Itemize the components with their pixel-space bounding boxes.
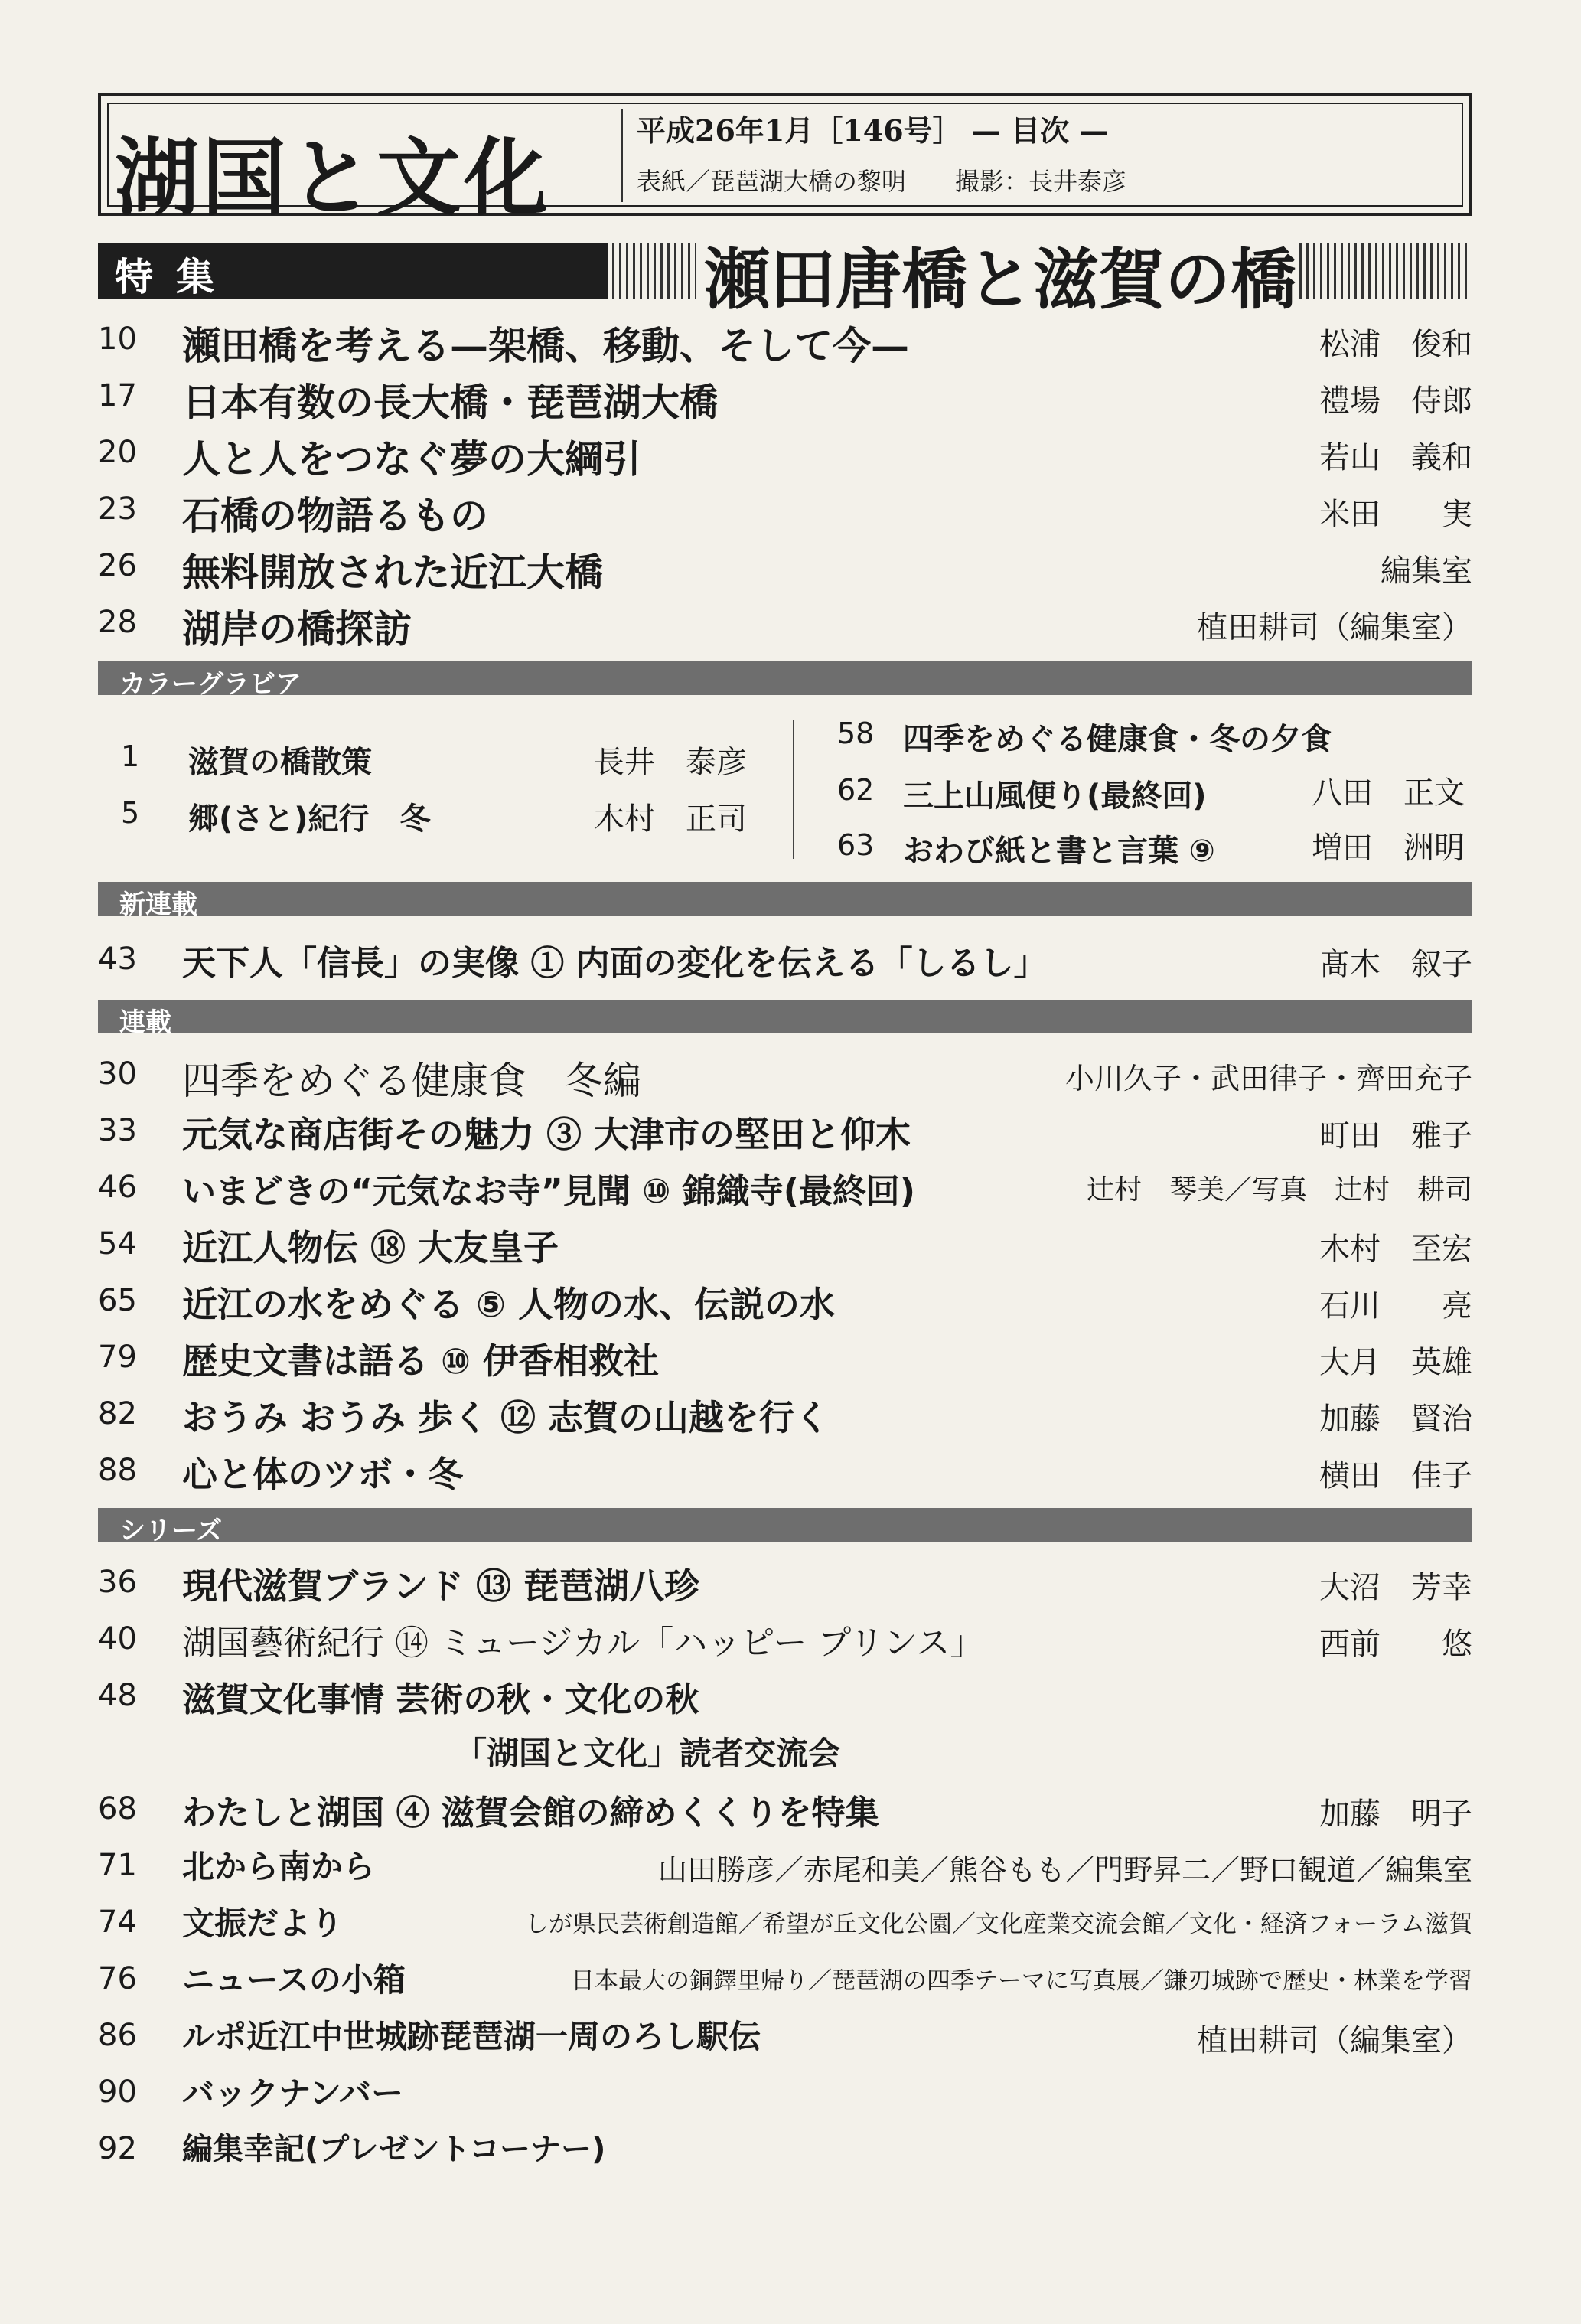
article-title: 編集幸記(プレゼントコーナー) <box>182 2132 606 2167</box>
section-bar-new-serial <box>98 882 1472 916</box>
author: 編集室 <box>1381 553 1472 589</box>
page-number: 43 <box>98 942 137 977</box>
article-title: 石橋の物語るもの <box>182 493 488 538</box>
article-title: 湖国藝術紀行 ⑭ ミュージカル「ハッピー プリンス」 <box>182 1624 984 1663</box>
masthead-divider <box>621 109 623 202</box>
article-title[interactable]: 滋賀の橋散策 <box>188 745 372 780</box>
toc-row[interactable] <box>0 1390 1581 1444</box>
author: 禮場 侍郎 <box>1319 384 1472 419</box>
article-title: バックナンバー <box>182 2074 403 2112</box>
toc-row[interactable] <box>0 542 1581 596</box>
toc-row[interactable] <box>0 1785 1581 1839</box>
toc-row[interactable] <box>0 1333 1581 1387</box>
author: 加藤 明子 <box>1319 1797 1472 1832</box>
page-number: 54 <box>98 1226 137 1262</box>
section-label-gravure: カラーグラビア <box>119 669 302 700</box>
page-number: 26 <box>98 548 137 583</box>
article-title: 日本有数の長大橋・琵琶湖大橋 <box>182 380 718 425</box>
issue-line: 平成26年1月［146号］ — 目次 — <box>637 113 1109 148</box>
cover-credit: 表紙／琵琶湖大橋の黎明 撮影：長井泰彦 <box>637 167 1127 196</box>
article-title: 現代滋賀ブランド ⑬ 琵琶湖八珍 <box>182 1565 700 1607</box>
page-number: 63 <box>837 828 875 862</box>
page-number: 76 <box>98 1961 137 1996</box>
author: 町田 雅子 <box>1319 1118 1472 1154</box>
toc-row[interactable] <box>0 1672 1581 1725</box>
page-number: 20 <box>98 435 137 470</box>
feature-title: 瀬田唐橋と滋賀の橋 <box>704 241 1296 318</box>
author: 髙木 叙子 <box>1319 947 1472 982</box>
toc-row[interactable] <box>0 1559 1581 1612</box>
toc-row[interactable] <box>0 1107 1581 1160</box>
article-title[interactable]: 四季をめぐる健康食・冬の夕食 <box>903 722 1332 757</box>
page-number: 62 <box>837 773 875 807</box>
toc-row[interactable] <box>0 1050 1581 1104</box>
article-title[interactable]: おわび紙と書と言葉 ⑨ <box>903 834 1215 869</box>
section-label-series: シリーズ <box>119 1516 223 1546</box>
author: 植田耕司（編集室） <box>1197 2023 1472 2058</box>
page-number: 17 <box>98 378 137 413</box>
page-number: 79 <box>98 1340 137 1375</box>
page-number: 65 <box>98 1283 137 1318</box>
article-title: 元気な商店街その魅力 ③ 大津市の堅田と仰木 <box>182 1114 911 1155</box>
author: 松浦 俊和 <box>1319 327 1472 362</box>
author: 木村 至宏 <box>1319 1232 1472 1267</box>
page-number: 46 <box>98 1170 137 1205</box>
toc-row[interactable] <box>0 315 1581 369</box>
page-number: 30 <box>98 1056 137 1092</box>
article-title: おうみ おうみ 歩く ⑫ 志賀の山越を行く <box>182 1397 830 1438</box>
feature-hatch-left <box>612 243 696 299</box>
article-title: 天下人「信長」の実像 ① 内面の変化を伝える「しるし」 <box>182 944 1048 983</box>
article-title: 四季をめぐる健康食 冬編 <box>182 1059 641 1103</box>
toc-row[interactable] <box>0 1164 1581 1217</box>
section-bar-series <box>98 1508 1472 1542</box>
magazine-logo: 湖国と文化 <box>115 129 551 227</box>
toc-row[interactable] <box>0 2125 1581 2179</box>
author: 長井 泰彦 <box>594 745 747 780</box>
toc-row[interactable] <box>0 372 1581 426</box>
author: 大月 英雄 <box>1319 1345 1472 1380</box>
toc-row[interactable] <box>0 1277 1581 1330</box>
page-number: 33 <box>98 1113 137 1148</box>
toc-row[interactable] <box>0 1842 1581 1895</box>
toc-row[interactable] <box>0 429 1581 482</box>
article-title: 瀬田橋を考える—架橋、移動、そして今— <box>182 323 909 368</box>
article-title: いまどきの“元気なお寺”見聞 ⑩ 錦織寺(最終回) <box>182 1172 915 1211</box>
article-title: 近江の水をめぐる ⑤ 人物の水、伝説の水 <box>182 1284 835 1325</box>
article-title: 歴史文書は語る ⑩ 伊香相救社 <box>182 1340 659 1382</box>
toc-row[interactable] <box>0 1447 1581 1500</box>
article-title: 北から南から <box>182 1848 376 1885</box>
feature-label: 特集 <box>115 255 237 299</box>
article-title: 近江人物伝 ⑱ 大友皇子 <box>182 1227 559 1268</box>
page-number: 5 <box>121 796 140 830</box>
toc-row[interactable] <box>0 1955 1581 2009</box>
author: 山田勝彦／赤尾和美／熊谷もも／門野昇二／野口観道／編集室 <box>657 1853 1472 1887</box>
author: 日本最大の銅鐸里帰り／琵琶湖の四季テーマに写真展／鎌刃城跡で歴史・林業を学習 <box>571 1967 1472 1995</box>
author: しが県民芸術創造館／希望が丘文化公園／文化産業交流会館／文化・経済フォーラム滋賀 <box>524 1911 1472 1938</box>
author: 増田 洲明 <box>1312 831 1465 866</box>
article-title: 「湖国と文化」読者交流会 <box>455 1735 841 1772</box>
page-number: 82 <box>98 1396 137 1431</box>
author: 植田耕司（編集室） <box>1197 610 1472 645</box>
section-label-new-serial: 新連載 <box>119 889 197 920</box>
article-title: わたしと湖国 ④ 滋賀会館の締めくくりを特集 <box>182 1794 879 1833</box>
toc-row[interactable] <box>0 1728 1581 1782</box>
page-number: 10 <box>98 322 137 357</box>
toc-row[interactable] <box>0 1220 1581 1274</box>
section-bar-gravure <box>98 661 1472 695</box>
article-title[interactable]: 郷(さと)紀行 冬 <box>188 801 431 837</box>
toc-row[interactable] <box>0 2012 1581 2065</box>
article-title: ルポ近江中世城跡琵琶湖一周のろし駅伝 <box>182 2018 761 2055</box>
author: 石川 亮 <box>1319 1288 1472 1324</box>
page-number: 74 <box>98 1905 137 1940</box>
article-title: 湖岸の橋探訪 <box>182 606 412 651</box>
page-number: 23 <box>98 491 137 527</box>
page-number: 71 <box>98 1848 137 1883</box>
toc-row[interactable] <box>0 1898 1581 1952</box>
author: 米田 実 <box>1319 497 1472 532</box>
page-number: 68 <box>98 1791 137 1826</box>
page-number: 1 <box>121 739 140 773</box>
article-title: 心と体のツボ・冬 <box>182 1454 464 1495</box>
section-bar-serial <box>98 1000 1472 1033</box>
page-number: 88 <box>98 1453 137 1488</box>
author: 木村 正司 <box>594 801 747 837</box>
article-title: 滋賀文化事情 芸術の秋・文化の秋 <box>182 1680 699 1719</box>
feature-hatch-right <box>1299 243 1472 299</box>
article-title: 文振だより <box>182 1905 344 1942</box>
author: 若山 義和 <box>1319 440 1472 475</box>
page-number: 86 <box>98 2018 137 2053</box>
author: 大沼 芳幸 <box>1319 1570 1472 1605</box>
author: 西前 悠 <box>1319 1627 1472 1662</box>
author: 小川久子・武田律子・齊田充子 <box>1064 1062 1472 1095</box>
section-label-serial: 連載 <box>119 1007 171 1038</box>
page-number: 90 <box>98 2074 137 2110</box>
gravure-column-divider <box>793 720 794 859</box>
toc-row[interactable] <box>0 2068 1581 2122</box>
page-number: 28 <box>98 605 137 640</box>
article-title: 無料開放された近江大橋 <box>182 550 603 595</box>
page-number: 92 <box>98 2131 137 2166</box>
author: 横田 佳子 <box>1319 1458 1472 1493</box>
page-number: 36 <box>98 1565 137 1600</box>
article-title: 人と人をつなぐ夢の大綱引 <box>182 436 641 481</box>
page-number: 40 <box>98 1621 137 1657</box>
page-number: 48 <box>98 1678 137 1713</box>
author: 加藤 賢治 <box>1319 1402 1472 1437</box>
author: 辻村 琴美／写真 辻村 耕司 <box>1086 1174 1472 1206</box>
toc-row[interactable] <box>0 485 1581 539</box>
page-number: 58 <box>837 716 875 750</box>
author: 八田 正文 <box>1312 775 1465 811</box>
toc-row[interactable] <box>0 1615 1581 1669</box>
toc-row[interactable] <box>0 935 1581 989</box>
article-title: ニュースの小箱 <box>182 1961 406 1999</box>
toc-row[interactable] <box>0 599 1581 652</box>
article-title[interactable]: 三上山風便り(最終回) <box>903 778 1207 814</box>
